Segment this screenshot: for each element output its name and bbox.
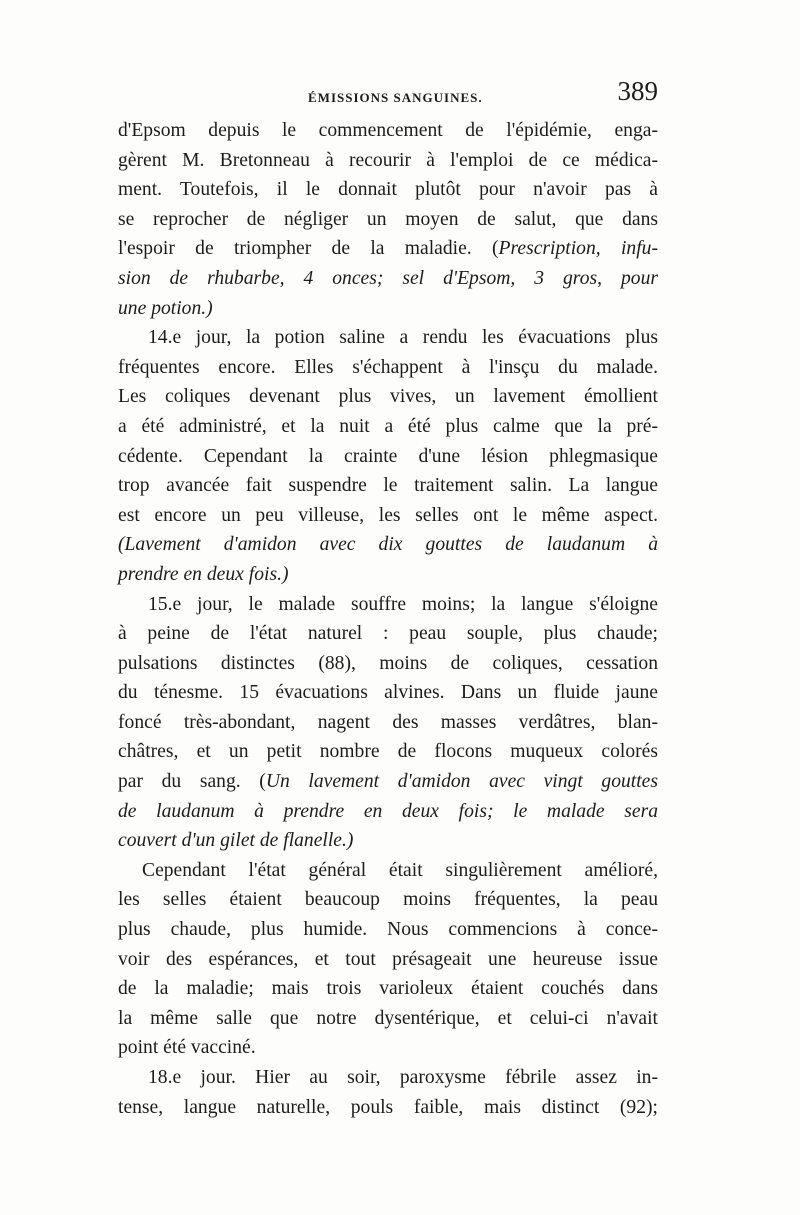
body-text: [118, 116, 658, 1122]
text-line: (Lavement d'amidon avec dix gouttes de laudanum à: [118, 534, 658, 556]
text-line: voir des espérances, et tout présageait une heureuse issue: [118, 948, 658, 970]
text-line: sion de rhubarbe, 4 onces; sel d'Epsom, 3 gros, pour: [118, 267, 658, 289]
text-line: à peine de l'état naturel : peau souple, plus chaude;: [118, 623, 658, 645]
page-number: 389: [617, 76, 658, 106]
text-line: gèrent M. Bretonneau à recourir à l'emploi de ce médica-: [118, 149, 658, 171]
roman-segment: par du sang. (: [118, 771, 266, 793]
text-line: est encore un peu villeuse, les selles ont le même aspect.: [118, 504, 658, 526]
text-line: [118, 234, 658, 264]
text-line: 14.e jour, la potion saline a rendu les évacuations plus: [148, 327, 658, 349]
text-line: pulsations distinctes (88), moins de coliques, cessation: [118, 652, 658, 674]
running-head: ÉMISSIONS SANGUINES.: [308, 90, 483, 105]
roman-segment: l'espoir de triompher de la maladie. (: [118, 238, 499, 260]
text-line: fréquentes encore. Elles s'échappent à l'insçu du malade.: [118, 356, 658, 378]
text-line: la même salle que notre dysentérique, et celui-ci n'avait: [118, 1007, 658, 1029]
text-line: couvert d'un gilet de flanelle.): [118, 830, 354, 852]
text-line: trop avancée fait suspendre le traitement salin. La langue: [118, 475, 658, 497]
text-line: prendre en deux fois.): [118, 563, 289, 585]
text-line: d'Epsom depuis le commencement de l'épidémie, enga-: [118, 120, 658, 141]
text-line: tense, langue naturelle, pouls faible, mais distinct (92);: [118, 1096, 658, 1118]
text-line: point été vacciné.: [118, 1037, 256, 1059]
text-line: de la maladie; mais trois varioleux étaient couchés dans: [118, 978, 658, 1000]
italic-segment: Un lavement d'amidon avec vingt gouttes: [265, 771, 658, 793]
text-line: plus chaude, plus humide. Nous commencions à conce-: [118, 919, 658, 941]
text-line: Les coliques devenant plus vives, un lavement émollient: [118, 386, 658, 408]
text-line: du ténesme. 15 évacuations alvines. Dans un fluide jaune: [118, 682, 658, 704]
text-line: ment. Toutefois, il le donnait plutôt pour n'avoir pas à: [118, 179, 658, 201]
text-line: 15.e jour, le malade souffre moins; la langue s'éloigne: [148, 593, 658, 615]
text-line: [118, 767, 658, 797]
text-line: foncé très-abondant, nagent des masses verdâtres, blan-: [118, 711, 658, 733]
text-line: a été administré, et la nuit a été plus calme que la pré-: [118, 415, 658, 437]
italic-segment: Prescription, infu-: [498, 238, 658, 260]
text-line: châtres, et un petit nombre de flocons muqueux colorés: [118, 741, 658, 763]
text-line: Cependant l'état général était singulièrement amélioré,: [142, 859, 658, 881]
text-line: se reprocher de négliger un moyen de salut, que dans: [118, 208, 658, 230]
page-header: [118, 72, 658, 112]
text-line: les selles étaient beaucoup moins fréquentes, la peau: [118, 889, 658, 911]
text-line: 18.e jour. Hier au soir, paroxysme fébrile assez in-: [148, 1067, 658, 1088]
text-line: de laudanum à prendre en deux fois; le malade sera: [118, 800, 658, 822]
text-line: cédente. Cependant la crainte d'une lésion phlegmasique: [118, 445, 658, 467]
text-line: une potion.): [118, 297, 213, 319]
